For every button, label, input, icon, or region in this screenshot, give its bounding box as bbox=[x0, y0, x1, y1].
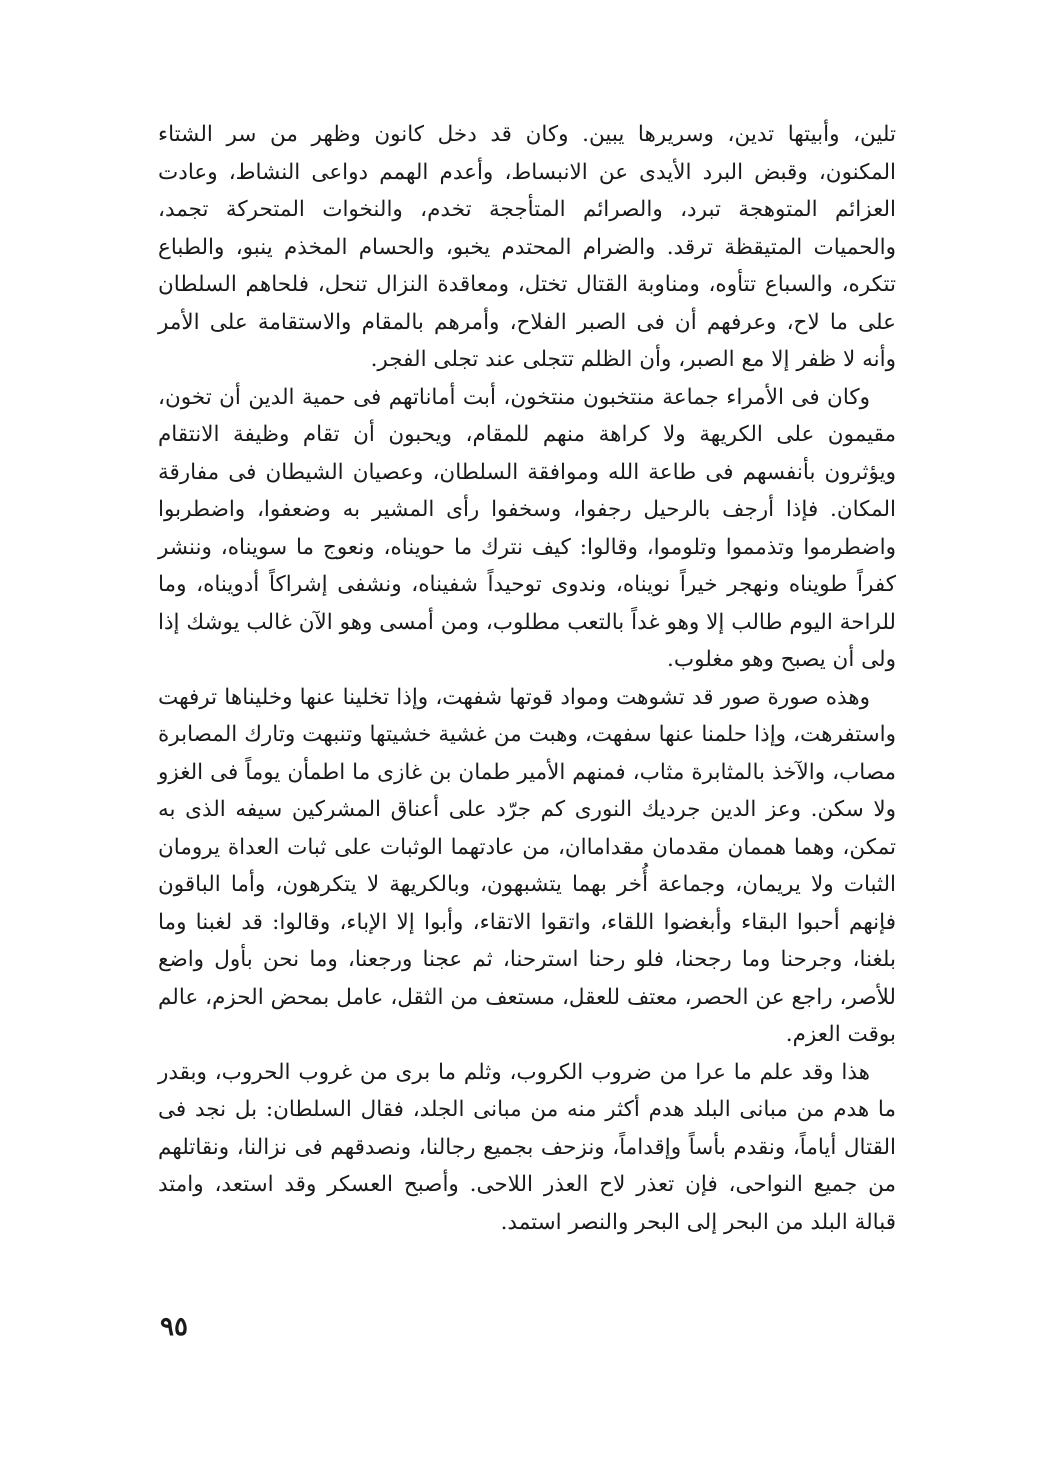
paragraph-3: وهذه صورة صور قد تشوهت ومواد قوتها شفهت، وإذا تخلينا عنها وخليناها ترفهت واستفرهت، وإذا حلمنا عنها سفهت، وهبت من غشية خشيتها وتنبهت وتارك المصابرة مصاب، والآخذ بالمثابرة مثاب، فمنهم الأمير طمان بن غازى ما اطمأن يوماً فى الغزو ولا سكن. وعز الدين جرديك النورى كم جرّد على أعناق المشركين سيفه الذى به تمكن، وهما هممان مقدمان مقداماان، من عادتهما الوثبات على ثبات العداة يرومان الثبات ولا يريمان، وجماعة أُخر بهما يتشبهون، وبالكريهة لا يتكرهون، وأما الباقون فإنهم أحبوا البقاء وأبغضوا اللقاء، واتقوا الاتقاء، وأبوا إلا الإباء، وقالوا: قد لغبنا وما بلغنا، وجرحنا وما رجحنا، فلو رحنا استرحنا، ثم عجنا ورجعنا، وما نحن بأول واضع للأصر، راجع عن الحصر، معتف للعقل، مستعف من الثقل، عامل بمحض الحزم، عالم بوقت العزم. bbox=[158, 684, 896, 1047]
page-number: ٩٥ bbox=[160, 1312, 188, 1342]
paragraph-1: تلين، وأبيتها تدين، وسريرها يبين. وكان قد دخل كانون وظهر من سر الشتاء المكنون، وقبض البرد الأيدى عن الانبساط، وأعدم الهمم دواعى النشاط، وعادت العزائم المتوهجة تبرد، والصرائم المتأججة تخدم، والنخوات المتحركة تجمد، والحميات المتيقظة ترقد. والضرام المحتدم يخبو، والحسام المخذم ينبو، والطباع تتكره، والسباع تتأوه، ومناوبة القتال تختل، ومعاقدة النزال تنحل، فلحاهم السلطان على ما لاح، وعرفهم أن فى الصبر الفلاح، وأمرهم بالمقام والاستقامة على الأمر وأنه لا ظفر إلا مع الصبر، وأن الظلم تتجلى عند تجلى الفجر. bbox=[158, 122, 896, 372]
paragraph-4: هذا وقد علم ما عرا من ضروب الكروب، وثلم ما برى من غروب الحروب، وبقدر ما هدم من مبانى البلد هدم أكثر منه من مبانى الجلد، فقال السلطان: بل نجد فى القتال أياماً، ونقدم بأساً وإقداماً، ونزحف بجميع رجالنا، ونصدقهم فى نزالنا، ونقاتلهم من جميع النواحى، فإن تعذر لاح العذر اللاحى. وأصبح العسكر وقد استعد، وامتد قبالة البلد من البحر إلى البحر والنصر استمد. bbox=[158, 1059, 896, 1235]
body-text bbox=[158, 116, 896, 1241]
paragraph-2: وكان فى الأمراء جماعة منتخبون منتخون، أبت أماناتهم فى حمية الدين أن تخون، مقيمون على الكريهة ولا كراهة منهم للمقام، ويحبون أن تقام وظيفة الانتقام ويؤثرون بأنفسهم فى طاعة الله وموافقة السلطان، وعصيان الشيطان فى مفارقة المكان. فإذا أرجف بالرحيل رجفوا، وسخفوا رأى المشير به وضعفوا، واضطربوا واضطرموا وتذمموا وتلوموا، وقالوا: كيف نترك ما حويناه، ونعوج ما سويناه، وننشر كفراً طويناه ونهجر خيراً نويناه، وندوى توحيداً شفيناه، ونشفى إشراكاً أدويناه، وما للراحة اليوم طالب إلا وهو غداً بالتعب مطلوب، ومن أمسى وهو الآن غالب يوشك إذا ولى أن يصبح وهو مغلوب. bbox=[158, 384, 896, 672]
